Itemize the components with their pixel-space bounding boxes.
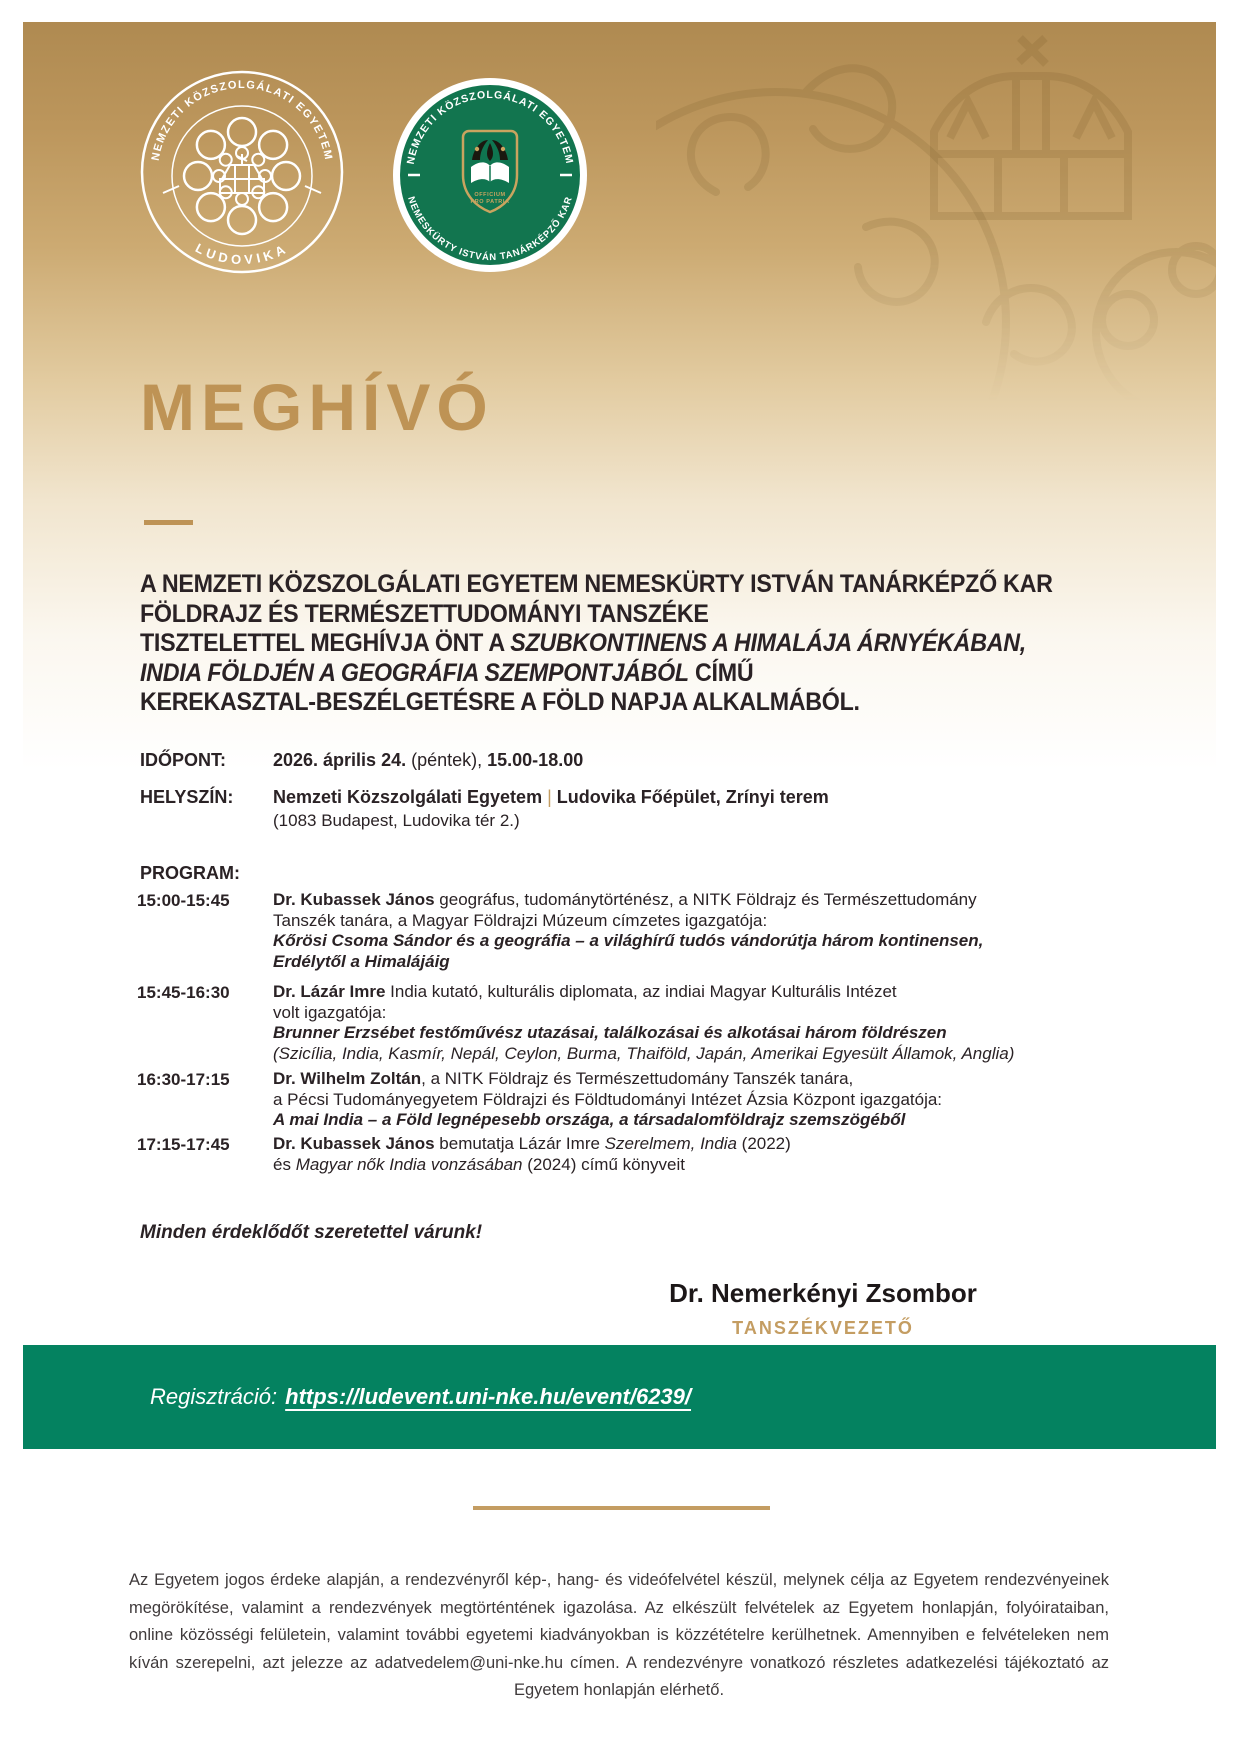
svg-text:LUDOVIKA [193,240,291,267]
closing-line: Minden érdeklődőt szeretettel várunk! [140,1222,483,1243]
ludovika-arc-top-text: NEMZETI KÖZSZOLGÁLATI EGYETEM [149,78,335,162]
privacy-footer-text: Az Egyetem jogos érdeke alapján, a rendezvényről kép-, hang- és videófelvétel készül, melynek célja az Egyetem rendezvényeinek megörökítése, valamint a rendezvények megtörténtének igazolása. Az elkészült felvételek az Egyetem honlapján, folyóirataiban, online közösségi felületein, valamint további egyetemi kiadványokban is közzétételre kerülhetnek. Amennyiben e felvételeken nem kíván szerepelni, azt jelezze az adatvedelem@uni-nke.hu címen. A rendezvényre vonatkozó részletes adatkezelési tájékoztató az Egyetem honlapján elérhető. [129,1571,1109,1699]
footer-divider [473,1506,770,1510]
signer-name: Dr. Nemerkényi Zsombor [669,1278,977,1308]
ludovika-arc-bottom-text: LUDOVIKA [192,240,292,268]
program-time: 15:45-16:30 [137,983,230,1002]
content-frame [23,22,1216,1732]
registration-text [150,1384,691,1410]
program-time: 16:30-17:15 [137,1070,230,1089]
signer-role: TANSZÉKVEZETŐ [732,1318,914,1338]
ludovika-seal-logo [139,69,345,280]
signature-block [583,1278,1063,1339]
idopont-label: IDŐPONT: [140,750,227,770]
nitk-arc-top-text: NEMZETI KÖZSZOLGÁLATI EGYETEM [404,88,576,166]
program-description: Dr. Kubassek János bemutatja Lázár Imre Szerelmem, India (2022) és Magyar nők India vonzásában (2024) című könyveit [273,1134,791,1174]
crown-ornament-watermark [656,22,1216,402]
program-time: 15:00-15:45 [137,891,230,910]
nitk-arc-bottom-text: NEMESKÜRTY ISTVÁN TANÁRKÉPZŐ KAR [405,195,575,264]
venue-address: (1083 Budapest, Ludovika tér 2.) [273,811,520,830]
program-time: 17:15-17:45 [137,1135,230,1154]
registration-bar [23,1345,1216,1449]
helyszin-label: HELYSZÍN: [140,787,234,807]
invitation-intro: A NEMZETI KÖZSZOLGÁLATI EGYETEM NEMESKÜRTY ISTVÁN TANÁRKÉPZŐ KAR FÖLDRAJZ ÉS TERMÉSZETTUDOMÁNYI TANSZÉKE TISZTELETTEL MEGHÍVJA ÖNT A SZUBKONTINENS A HIMALÁJA ÁRNYÉKÁBAN, INDIA FÖLDJÉN A GEOGRÁFIA SZEMPONTJÁBÓL CÍMŰ KEREKASZTAL-BESZÉLGETÉSRE A FÖLD NAPJA ALKALMÁBÓL. [140,570,1053,716]
program-description: Dr. Lázár Imre India kutató, kulturális diplomata, az indiai Magyar Kulturális Intézet volt igazgatója: Brunner Erzsébet festőművész utazásai, találkozásai és alkotásai három földrészen (Szicília, India, Kasmír, Nepál, Ceylon, Burma, Thaiföld, Japán, Amerikai Egyesült Államok, Anglia) [273,982,1015,1063]
registration-prefix: Regisztráció: [150,1384,278,1409]
program-description: Dr. Wilhelm Zoltán, a NITK Földrajz és Természettudomány Tanszék tanára, a Pécsi Tudományegyetem Földrajzi és Földtudományi Intézet Ázsia Központ igazgatója: A mai India – a Föld legnépesebb országa, a társadalomföldrajz szemszögéből [273,1069,943,1129]
title-accent-dash [144,520,193,525]
program-label: PROGRAM: [140,863,240,883]
page-title: MEGHÍVÓ [140,370,494,444]
shield-icon [463,131,517,212]
program-description: Dr. Kubassek János geográfus, tudománytörténész, a NITK Földrajz és Természettudomány Tanszék tanára, a Magyar Földrajzi Múzeum címzetes igazgatója: Kőrösi Csoma Sándor és a geográfia – a világhírű tudós vándorútja három kontinensen, Erdélytől a Himalájáig [273,890,984,971]
idopont-value: 2026. április 24. (péntek), 15.00-18.00 [273,750,584,770]
helyszin-value: Nemzeti Közszolgálati Egyetem | Ludovika Főépület, Zrínyi terem [273,787,829,807]
registration-link[interactable]: https://ludevent.uni-nke.hu/event/6239/ [285,1384,692,1409]
nitk-faculty-logo [392,77,588,278]
motto-line1: OFFICIUM [474,192,506,198]
motto-line2: PRO PATRIA [470,199,510,205]
